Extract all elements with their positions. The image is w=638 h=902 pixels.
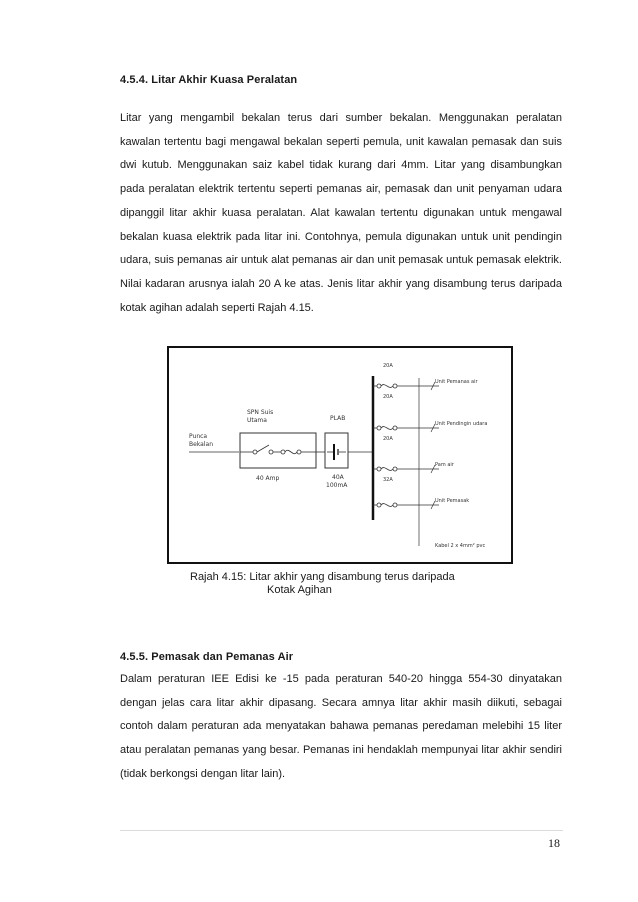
figure-caption bbox=[190, 571, 455, 597]
c3-label: Pam air bbox=[435, 462, 454, 468]
c2-label: Unit Pendingin udara bbox=[435, 421, 488, 427]
plab-label: PLAB bbox=[330, 415, 346, 422]
c4-fuse-link bbox=[381, 504, 393, 507]
spn-rating: 40 Amp bbox=[256, 475, 280, 482]
top-rating: 20A bbox=[383, 363, 393, 369]
punca-label-1: Punca bbox=[189, 433, 208, 440]
c1-fuse-b bbox=[393, 384, 397, 388]
c1-label: Unit Pemanas air bbox=[435, 379, 478, 385]
c2-fuse-b bbox=[393, 426, 397, 430]
c2-fuse-link bbox=[381, 427, 393, 430]
caption-line-1: Rajah 4.15: Litar akhir yang disambung terus daripada bbox=[190, 571, 455, 583]
c1-fuse-link bbox=[381, 385, 393, 388]
spn-fuse-contact-1 bbox=[281, 450, 285, 454]
section-heading-4-5-5: 4.5.5. Pemasak dan Pemanas Air bbox=[120, 651, 294, 663]
c1-fuse-rating: 20A bbox=[383, 394, 393, 400]
plab-rating-1: 40A bbox=[332, 474, 344, 481]
plab-box bbox=[325, 433, 348, 468]
circuit-diagram bbox=[167, 346, 513, 564]
c3-fuse-link bbox=[381, 468, 393, 471]
spn-contact-1 bbox=[253, 450, 257, 454]
punca-label-2: Bekalan bbox=[189, 441, 213, 448]
footer-divider bbox=[120, 830, 563, 831]
c3-fuse-rating: 32A bbox=[383, 477, 393, 483]
caption-line-2: Kotak Agihan bbox=[267, 584, 332, 596]
c2-fuse-rating: 20A bbox=[383, 436, 393, 442]
page-number: 18 bbox=[548, 836, 560, 850]
plab-rating-2: 100mA bbox=[326, 482, 348, 489]
spn-blade bbox=[257, 445, 269, 452]
spn-label-2: Utama bbox=[247, 417, 267, 424]
c3-fuse-a bbox=[377, 467, 381, 471]
spn-fuse-link bbox=[285, 450, 297, 453]
section-paragraph-4-5-4: Litar yang mengambil bekalan terus dari sumber bekalan. Menggunakan peralatan kawalan tertentu bagi mengawal bekalan seperti pemula, unit kawalan pemasak dan suis dwi kutub. Menggunakan saiz kabel tidak kurang dari 4mm. Litar yang disambungkan pada peralatan elektrik tertentu seperti pemanas air, pemasak dan unit penyaman udara dipanggil litar akhir kuasa peralatan. Alat kawalan tertentu digunakan untuk mengawal bekalan kuasa elektrik pada litar ini. Contohnya, pemula digunakan untuk unit pendingin udara, suis pemanas air untuk alat pemanas air dan unit pemasak untuk pemasak elektrik. Nilai kadaran arusnya ialah 20 A ke atas. Jenis litar akhir yang disambung terus daripada kotak agihan adalah seperti Rajah 4.15. bbox=[120, 112, 562, 314]
c4-fuse-a bbox=[377, 503, 381, 507]
c2-fuse-a bbox=[377, 426, 381, 430]
c4-label: Unit Pemasak bbox=[435, 498, 470, 504]
c4-fuse-b bbox=[393, 503, 397, 507]
c1-fuse-a bbox=[377, 384, 381, 388]
section-heading-4-5-4: 4.5.4. Litar Akhir Kuasa Peralatan bbox=[120, 74, 298, 86]
spn-label-1: SPN Suis bbox=[247, 409, 274, 416]
spn-contact-2 bbox=[269, 450, 273, 454]
spn-fuse-contact-2 bbox=[297, 450, 301, 454]
circuit-diagram-svg bbox=[169, 348, 511, 562]
spn-switch-box bbox=[240, 433, 316, 468]
section-paragraph-4-5-5: Dalam peraturan IEE Edisi ke -15 pada peraturan 540-20 hingga 554-30 dinyatakan dengan jelas cara litar akhir dipasang. Secara amnya litar akhir masih diikuti, sebagai contoh dalam peraturan ada menyatakan bahawa pemanas peredaman melebihi 15 liter atau peralatan pemanas yang besar. Pemanas ini hendaklah mempunyai litar akhir sendiri (tidak berkongsi dengan litar lain). bbox=[120, 673, 562, 780]
c3-fuse-b bbox=[393, 467, 397, 471]
cable-note: Kabel 2 x 4mm² pvc bbox=[435, 543, 486, 549]
